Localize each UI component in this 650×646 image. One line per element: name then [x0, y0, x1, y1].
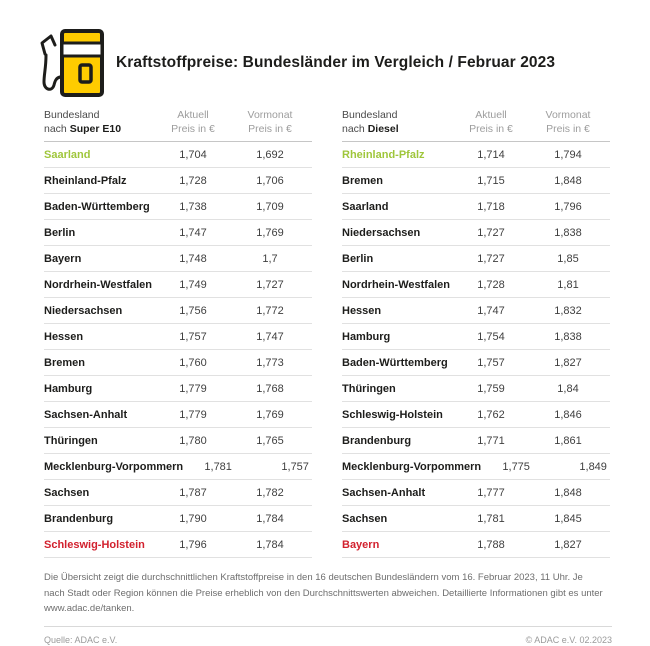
table-row — [44, 428, 312, 454]
previous-price: 1,84 — [557, 382, 579, 395]
table-row — [44, 350, 312, 376]
current-price: 1,727 — [477, 226, 505, 239]
previous-price: 1,796 — [554, 200, 582, 213]
table-row — [342, 402, 610, 428]
current-price: 1,715 — [477, 174, 505, 187]
previous-price: 1,769 — [256, 408, 284, 421]
current-unit-label: Preis in € — [469, 123, 513, 136]
column-header-current — [158, 108, 228, 136]
previous-price: 1,768 — [256, 382, 284, 395]
footnote-text: Die Übersicht zeigt die durchschnittlichen Kraftstoffpreise in den 16 deutschen Bundesländern vom 16. Februar 2023, 11 Uhr. Je nach Stadt oder Region können die Preise erheblich von den Durchschnittswerten abweichen. Detaillierte Informationen gibt es unter www.adac.de/tanken. — [44, 572, 603, 614]
table-row — [342, 194, 610, 220]
table-row — [44, 246, 312, 272]
previous-price: 1,849 — [579, 460, 607, 473]
current-price: 1,787 — [179, 486, 207, 499]
column-header-current — [456, 108, 526, 136]
previous-price: 1,747 — [256, 330, 284, 343]
state-name: Bayern — [342, 538, 380, 551]
state-name: Berlin — [44, 226, 76, 239]
state-name: Niedersachsen — [44, 304, 123, 317]
table-row — [44, 272, 312, 298]
previous-price: 1,773 — [256, 356, 284, 369]
state-name: Schleswig-Holstein — [342, 408, 443, 421]
state-name: Saarland — [44, 148, 91, 161]
state-name: Thüringen — [44, 434, 98, 447]
previous-price: 1,757 — [281, 460, 309, 473]
previous-unit-label: Preis in € — [248, 123, 292, 136]
current-price: 1,714 — [477, 148, 505, 161]
state-name: Hamburg — [44, 382, 93, 395]
previous-price: 1,692 — [256, 148, 284, 161]
current-price: 1,738 — [179, 200, 207, 213]
current-price: 1,781 — [477, 512, 505, 525]
previous-price: 1,81 — [557, 278, 579, 291]
current-price: 1,756 — [179, 304, 207, 317]
current-price: 1,781 — [204, 460, 232, 473]
state-name: Bayern — [44, 252, 82, 265]
table-row — [342, 350, 610, 376]
previous-price: 1,848 — [554, 486, 582, 499]
table-row — [342, 480, 610, 506]
table-row — [44, 532, 312, 558]
table-row — [342, 454, 610, 480]
current-price: 1,728 — [477, 278, 505, 291]
current-price: 1,779 — [179, 382, 207, 395]
previous-price: 1,709 — [256, 200, 284, 213]
state-name: Nordrhein-Westfalen — [44, 278, 152, 291]
previous-price: 1,794 — [554, 148, 582, 161]
column-header-prefix: nach — [342, 123, 368, 136]
table-row — [342, 376, 610, 402]
state-name: Sachsen — [44, 486, 90, 499]
state-name: Baden-Württemberg — [342, 356, 448, 369]
state-name: Schleswig-Holstein — [44, 538, 145, 551]
current-price: 1,747 — [179, 226, 207, 239]
previous-price: 1,846 — [554, 408, 582, 421]
current-price: 1,775 — [502, 460, 530, 473]
state-name: Baden-Württemberg — [44, 200, 150, 213]
current-price: 1,760 — [179, 356, 207, 369]
previous-price: 1,7 — [262, 252, 278, 265]
current-price: 1,748 — [179, 252, 207, 265]
table-row — [44, 142, 312, 168]
state-name: Berlin — [342, 252, 374, 265]
table-row — [44, 324, 312, 350]
previous-price: 1,765 — [256, 434, 284, 447]
column-header-previous — [526, 108, 610, 136]
state-name: Mecklenburg-Vorpommern — [44, 460, 184, 473]
current-price: 1,754 — [477, 330, 505, 343]
current-price: 1,757 — [179, 330, 207, 343]
fuel-type-label: Diesel — [367, 123, 399, 136]
state-name: Hamburg — [342, 330, 391, 343]
table-header — [342, 108, 610, 142]
previous-price: 1,845 — [554, 512, 582, 525]
current-price: 1,779 — [179, 408, 207, 421]
previous-price: 1,832 — [554, 304, 582, 317]
state-name: Sachsen-Anhalt — [44, 408, 128, 421]
table-row — [44, 194, 312, 220]
current-unit-label: Preis in € — [171, 123, 215, 136]
table-row — [342, 428, 610, 454]
table-row — [44, 480, 312, 506]
current-price: 1,757 — [477, 356, 505, 369]
header — [0, 0, 650, 100]
state-name: Niedersachsen — [342, 226, 421, 239]
current-price: 1,796 — [179, 538, 207, 551]
current-price: 1,771 — [477, 434, 505, 447]
current-price: 1,727 — [477, 252, 505, 265]
fuel-pump-icon — [38, 28, 106, 100]
current-price: 1,788 — [477, 538, 505, 551]
previous-price: 1,772 — [256, 304, 284, 317]
footer — [0, 627, 650, 645]
table-row — [342, 324, 610, 350]
current-price: 1,728 — [179, 174, 207, 187]
current-price: 1,749 — [179, 278, 207, 291]
column-header-line1: Bundesland — [44, 109, 100, 121]
table-row — [342, 220, 610, 246]
column-header-prefix: nach — [44, 123, 70, 136]
state-name: Brandenburg — [342, 434, 412, 447]
table-row — [44, 454, 312, 480]
table-row — [44, 168, 312, 194]
table-row — [342, 168, 610, 194]
table-row — [342, 298, 610, 324]
table-row — [44, 298, 312, 324]
column-header-line1: Bundesland — [342, 109, 398, 121]
previous-price: 1,784 — [256, 538, 284, 551]
previous-price: 1,782 — [256, 486, 284, 499]
table-body — [342, 142, 610, 558]
state-name: Thüringen — [342, 382, 396, 395]
current-price: 1,777 — [477, 486, 505, 499]
previous-price: 1,769 — [256, 226, 284, 239]
previous-price: 1,706 — [256, 174, 284, 187]
table-header — [44, 108, 312, 142]
previous-price: 1,827 — [554, 538, 582, 551]
state-name: Sachsen — [342, 512, 388, 525]
table-row — [342, 246, 610, 272]
state-name: Rheinland-Pfalz — [342, 148, 425, 161]
previous-unit-label: Preis in € — [546, 123, 590, 136]
current-price: 1,762 — [477, 408, 505, 421]
state-name: Mecklenburg-Vorpommern — [342, 460, 482, 473]
state-name: Saarland — [342, 200, 389, 213]
state-name: Nordrhein-Westfalen — [342, 278, 450, 291]
previous-price: 1,727 — [256, 278, 284, 291]
current-price: 1,780 — [179, 434, 207, 447]
table-row — [342, 272, 610, 298]
state-name: Sachsen-Anhalt — [342, 486, 426, 499]
table-row — [44, 402, 312, 428]
table-row — [342, 506, 610, 532]
column-header-bundesland — [44, 108, 158, 136]
state-name: Bremen — [44, 356, 85, 369]
previous-price: 1,85 — [557, 252, 579, 265]
table-row — [342, 142, 610, 168]
previous-price: 1,827 — [554, 356, 582, 369]
state-name: Hessen — [342, 304, 382, 317]
current-price: 1,759 — [477, 382, 505, 395]
previous-price: 1,838 — [554, 330, 582, 343]
table-row — [342, 532, 610, 558]
table-row — [44, 220, 312, 246]
current-price: 1,718 — [477, 200, 505, 213]
current-price: 1,747 — [477, 304, 505, 317]
table-row — [44, 376, 312, 402]
previous-label: Vormonat — [545, 109, 591, 121]
table-body — [44, 142, 312, 558]
previous-price: 1,861 — [554, 434, 582, 447]
state-name: Hessen — [44, 330, 84, 343]
table-row — [44, 506, 312, 532]
state-name: Rheinland-Pfalz — [44, 174, 127, 187]
current-label: Aktuell — [177, 109, 209, 121]
current-label: Aktuell — [475, 109, 507, 121]
previous-price: 1,838 — [554, 226, 582, 239]
column-header-previous — [228, 108, 312, 136]
fuel-table-super-e10 — [44, 108, 312, 558]
previous-price: 1,848 — [554, 174, 582, 187]
source-credit: Quelle: ADAC e.V. — [44, 634, 118, 645]
current-price: 1,790 — [179, 512, 207, 525]
previous-label: Vormonat — [247, 109, 293, 121]
column-header-bundesland — [342, 108, 456, 136]
page-title: Kraftstoffpreise: Bundesländer im Vergleich / Februar 2023 — [116, 54, 556, 71]
tables-container — [0, 100, 650, 558]
fuel-table-diesel — [342, 108, 610, 558]
state-name: Brandenburg — [44, 512, 114, 525]
state-name: Bremen — [342, 174, 383, 187]
copyright-notice: © ADAC e.V. 02.2023 — [525, 634, 612, 645]
current-price: 1,704 — [179, 148, 207, 161]
fuel-type-label: Super E10 — [69, 123, 122, 136]
previous-price: 1,784 — [256, 512, 284, 525]
